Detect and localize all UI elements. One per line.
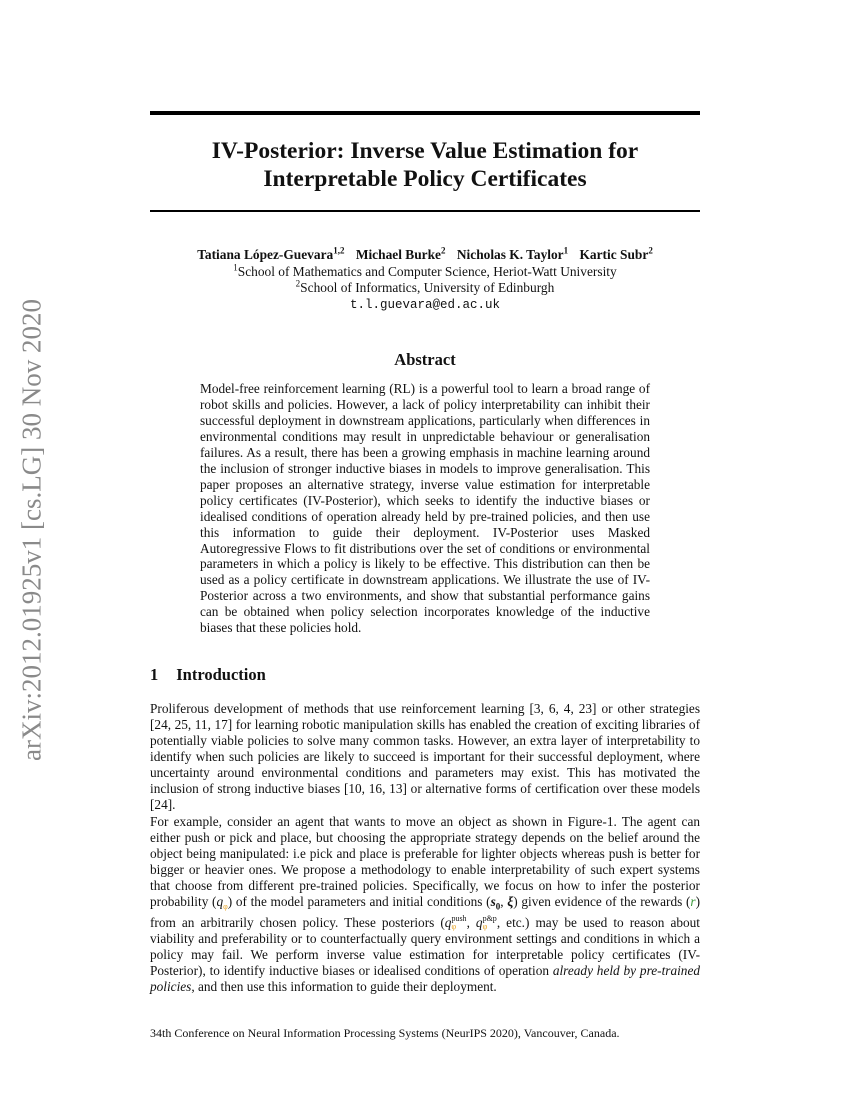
title-line-2: Interpretable Policy Certificates xyxy=(263,166,587,192)
author: Kartic Subr$^2$ xyxy=(579,245,653,262)
title-bottom-rule xyxy=(150,210,700,212)
section-heading: 1 Introduction xyxy=(150,665,266,684)
arxiv-stamp: arXiv:2012.01925v1 [cs.LG] 30 Nov 2020 xyxy=(16,299,47,761)
top-rule xyxy=(150,111,700,115)
affiliation: $^1$School of Mathematics and Computer Science, Heriot-Watt University xyxy=(233,262,617,279)
intro-paragraph-1: Proliferous development of methods that use reinforcement learning [3, 6, 4, 23] or other strategies [24, 25, 11, 17] for learning robotic manipulation skills has enabled the creation of exciting libraries of potentially viable policies to solve many common tasks. However, an extra layer of interpretability to identify when such policies are likely to succeed is important for their successful deployment, where uncertainty around environmental conditions and parameters may exist. This has motivated the inclusion of strong inductive biases [10, 16, 13] or alternative forms of certification over these models [24]. xyxy=(150,701,700,812)
title-line-1: IV-Posterior: Inverse Value Estimation for xyxy=(211,138,639,164)
author: Tatiana López-Guevara$^{1,2}$ xyxy=(197,245,345,262)
affiliation: $^2$School of Informatics, University of Edinburgh xyxy=(295,278,555,295)
intro-paragraph-2: For example, consider an agent that wants to move an object as shown in Figure-1. The agent can either push or pick and place, but choosing the appropriate strategy depends on the belief around the object being manipulated: i.e pick and place is preferable for lighter objects whereas push is better for bigger or heavier ones. We propose a methodology to enable interpretability of such expert systems that choose from different pre-trained policies. Specifically, we focus on how to infer the posterior probability $(q_\varphi)$ of the model parameters and initial conditions ($s_0$, ξ) given evidence of the rewards (r) from an arbitrarily chosen policy. These posteriors (q push φ , q p&p φ , etc.) may be used to reason about viability and preferability or to counterfactually query environment settings and conditions in which a policy may fail. We perform inverse value estimation for interpretable policy certificates (IV-Posterior), to identify inductive biases or idealised conditions of operation already held by pre-trained policies, and then use this information to guide their deployment. xyxy=(150,814,701,994)
author: Michael Burke$^2$ xyxy=(355,245,446,262)
author: Nicholas K. Taylor$^1$ xyxy=(456,245,569,262)
paper-title xyxy=(150,137,700,193)
abstract-text: Model-free reinforcement learning (RL) is a powerful tool to learn a broad range of robot skills and policies. However, a lack of policy interpretability can inhibit their successful deployment in downstream applications, particularly when differences in environmental conditions may result in unpredictable behaviour or generalisation failures. As a result, there has been a growing emphasis in machine learning around the inclusion of stronger inductive biases in models to improve generalisation. This paper proposes an alternative strategy, inverse value estimation for interpretable policy certificates (IV-Posterior), which seeks to identify the inductive biases or idealised conditions of operation already held by pre-trained policies, and then use this information to guide their deployment. IV-Posterior uses Masked Autoregressive Flows to fit distributions over the set of conditions or environmental parameters in which a policy is likely to be effective. This distribution can then be used as a policy certificate in downstream applications. We illustrate the use of IV-Posterior across a two environments, and show that substantial performance gains can be obtained when policy selection incorporates knowledge of the inductive biases that these policies hold. xyxy=(200,381,650,636)
abstract-heading: Abstract xyxy=(394,350,456,369)
author-list xyxy=(150,247,700,264)
author-email: t.l.guevara@ed.ac.uk xyxy=(349,297,501,312)
author-block xyxy=(150,247,700,313)
conference-footnote: 34th Conference on Neural Information Processing Systems (NeurIPS 2020), Vancouver, Canada. xyxy=(150,1026,620,1040)
